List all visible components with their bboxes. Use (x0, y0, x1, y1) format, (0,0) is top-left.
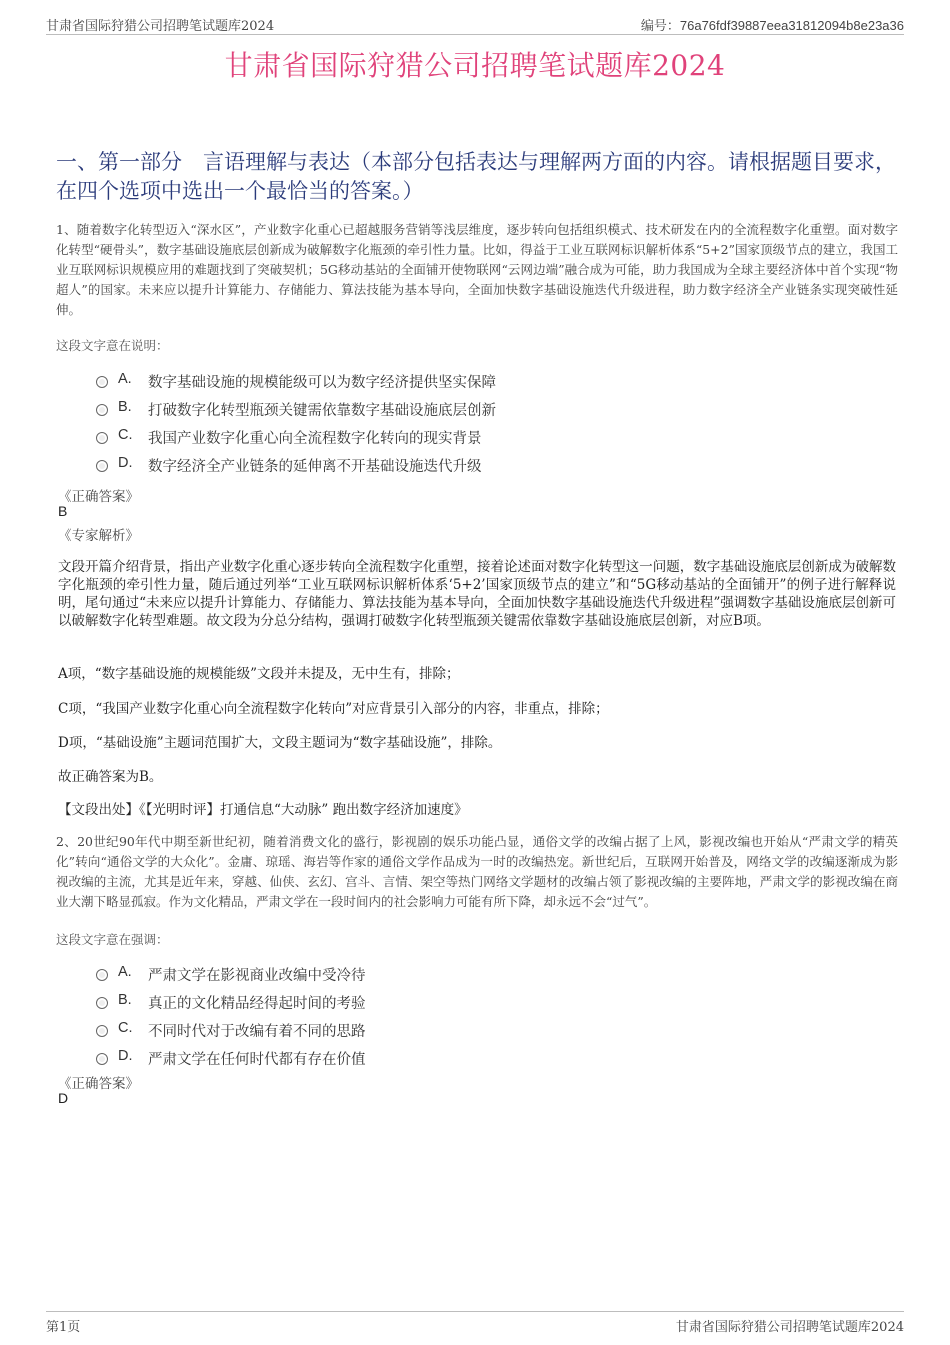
answer-label: 《正确答案》 (58, 1076, 139, 1092)
radio-icon[interactable] (96, 1053, 108, 1065)
document-title: 甘肃省国际狩猎公司招聘笔试题库2024 (224, 49, 726, 82)
option-text: 严肃文学在影视商业改编中受冷待 (148, 968, 366, 984)
radio-icon[interactable] (96, 432, 108, 444)
footer-title: 甘肃省国际狩猎公司招聘笔试题库2024 (675, 1320, 904, 1335)
page-header (46, 12, 904, 35)
radio-icon[interactable] (96, 460, 108, 472)
option-letter: A. (118, 371, 132, 387)
question-2-text: 2、20世纪90年代中期至新世纪初，随着消费文化的盛行，影视剧的娱乐功能凸显，通俗文学的改编占据了上风，影视改编也开始从“严肃文学的精英化”转向“通俗文学的大众化”。金庸、琼瑶、海岩等作家的通俗文学作品成为一时的改编热宠。新世纪后，互联网开始普及，网络文学的改编逐渐成为影视改编的主流，尤其是近年来，穿越、仙侠、玄幻、宫斗、言情、架空等热门网络文学题材的改编占领了影视改编的主要阵地，严肃文学的影视改编在商业大潮下略显孤寂。作为文化精品，严肃文学在一段时间内的社会影响力可能有所下降，却永远不会“过气”。 (56, 834, 898, 909)
header-title: 甘肃省国际狩猎公司招聘笔试题库2024 (46, 19, 275, 34)
option-c[interactable] (96, 1017, 856, 1045)
option-letter: C. (118, 1020, 133, 1036)
header-code-label: 编号： (640, 19, 680, 34)
option-a[interactable] (96, 368, 856, 396)
option-b[interactable] (96, 989, 856, 1017)
radio-icon[interactable] (96, 969, 108, 981)
header-code-value: 76a76fdf39887eea31812094b8e23a36 (679, 18, 904, 33)
option-letter: B. (118, 399, 132, 415)
analysis-option-c: C项，“我国产业数字化重心向全流程数字化转向”对应背景引入部分的内容，非重点，排除； (58, 701, 609, 717)
radio-icon[interactable] (96, 997, 108, 1009)
option-d[interactable] (96, 452, 856, 480)
option-letter: B. (118, 992, 132, 1008)
radio-icon[interactable] (96, 404, 108, 416)
analysis-option-d: D项，“基础设施”主题词范围扩大，文段主题词为“数字基础设施”，排除。 (58, 735, 502, 751)
option-b[interactable] (96, 396, 856, 424)
answer-value: D (58, 1090, 69, 1106)
answer-value: B (58, 503, 68, 519)
option-text: 不同时代对于改编有着不同的思路 (148, 1024, 366, 1040)
analysis-option-a: A项，“数字基础设施的规模能级”文段并未提及，无中生有，排除； (58, 666, 460, 682)
option-letter: D. (118, 1048, 133, 1064)
question-1-options (96, 368, 856, 480)
radio-icon[interactable] (96, 1025, 108, 1037)
option-text: 真正的文化精品经得起时间的考验 (148, 996, 366, 1012)
text-source: 【文段出处】《【光明时评】打通信息“大动脉” 跑出数字经济加速度》 (58, 802, 468, 818)
analysis-text: 文段开篇介绍背景，指出产业数字化重心逐步转向全流程数字化重塑，接着论述面对数字化转型这一问题，数字基础设施底层创新成为破解数字化瓶颈的牵引性力量，随后通过列举“工业互联网标识解析体系‘5+2’国家顶级节点的建立”和“5G移动基站的全面铺开”的例子进行解释说明，尾句通过“未来应以提升计算能力、存储能力、算法技能为基本导向，全面加快数字基础设施迭代升级进程”强调数字基础设施底层创新可以破解数字化转型难题。故文段为分总分结构，强调打破数字化转型瓶颈关键需依靠数字基础设施底层创新，对应B项。 (58, 559, 896, 629)
option-text: 我国产业数字化重心向全流程数字化转向的现实背景 (148, 431, 482, 447)
option-letter: C. (118, 427, 133, 443)
option-text: 严肃文学在任何时代都有存在价值 (148, 1052, 366, 1068)
option-letter: A. (118, 964, 132, 980)
header-code (641, 15, 904, 34)
question-2-options (96, 961, 856, 1073)
option-c[interactable] (96, 424, 856, 452)
option-text: 数字基础设施的规模能级可以为数字经济提供坚实保障 (148, 375, 496, 391)
answer-label: 《正确答案》 (58, 489, 139, 505)
option-a[interactable] (96, 961, 856, 989)
page-footer (46, 1311, 904, 1334)
section-title: 一、第一部分 言语理解与表达（本部分包括表达与理解两方面的内容。请根据题目要求，在四个选项中选出一个最恰当的答案。） (56, 150, 896, 203)
question-1-prompt: 这段文字意在说明： (56, 338, 169, 353)
analysis-conclusion: 故正确答案为B。 (58, 769, 163, 785)
radio-icon[interactable] (96, 376, 108, 388)
option-text: 打破数字化转型瓶颈关键需依靠数字基础设施底层创新 (148, 403, 496, 419)
question-2-prompt: 这段文字意在强调： (56, 932, 169, 947)
analysis-label: 《专家解析》 (58, 528, 139, 544)
option-d[interactable] (96, 1045, 856, 1073)
question-1-text: 1、随着数字化转型迈入“深水区”，产业数字化重心已超越服务营销等浅层维度，逐步转向包括组织模式、技术研发在内的全流程数字化重塑。面对数字化转型“硬骨头”，数字基础设施底层创新成为破解数字化瓶颈的牵引性力量。比如，得益于工业互联网标识解析体系“5+2”国家顶级节点的建立，我国工业互联网标识规模应用的难题找到了突破契机；5G移动基站的全面铺开使物联网“云网边端”融合成为可能，助力我国成为全球主要经济体中首个实现“物超人”的国家。未来应以提升计算能力、存储能力、算法技能为基本导向，全面加快数字基础设施迭代升级进程，助力数字经济全产业链条实现突破性延伸。 (56, 222, 898, 317)
option-text: 数字经济全产业链条的延伸离不开基础设施迭代升级 (148, 459, 482, 475)
page-number: 第1页 (46, 1320, 81, 1335)
option-letter: D. (118, 455, 133, 471)
